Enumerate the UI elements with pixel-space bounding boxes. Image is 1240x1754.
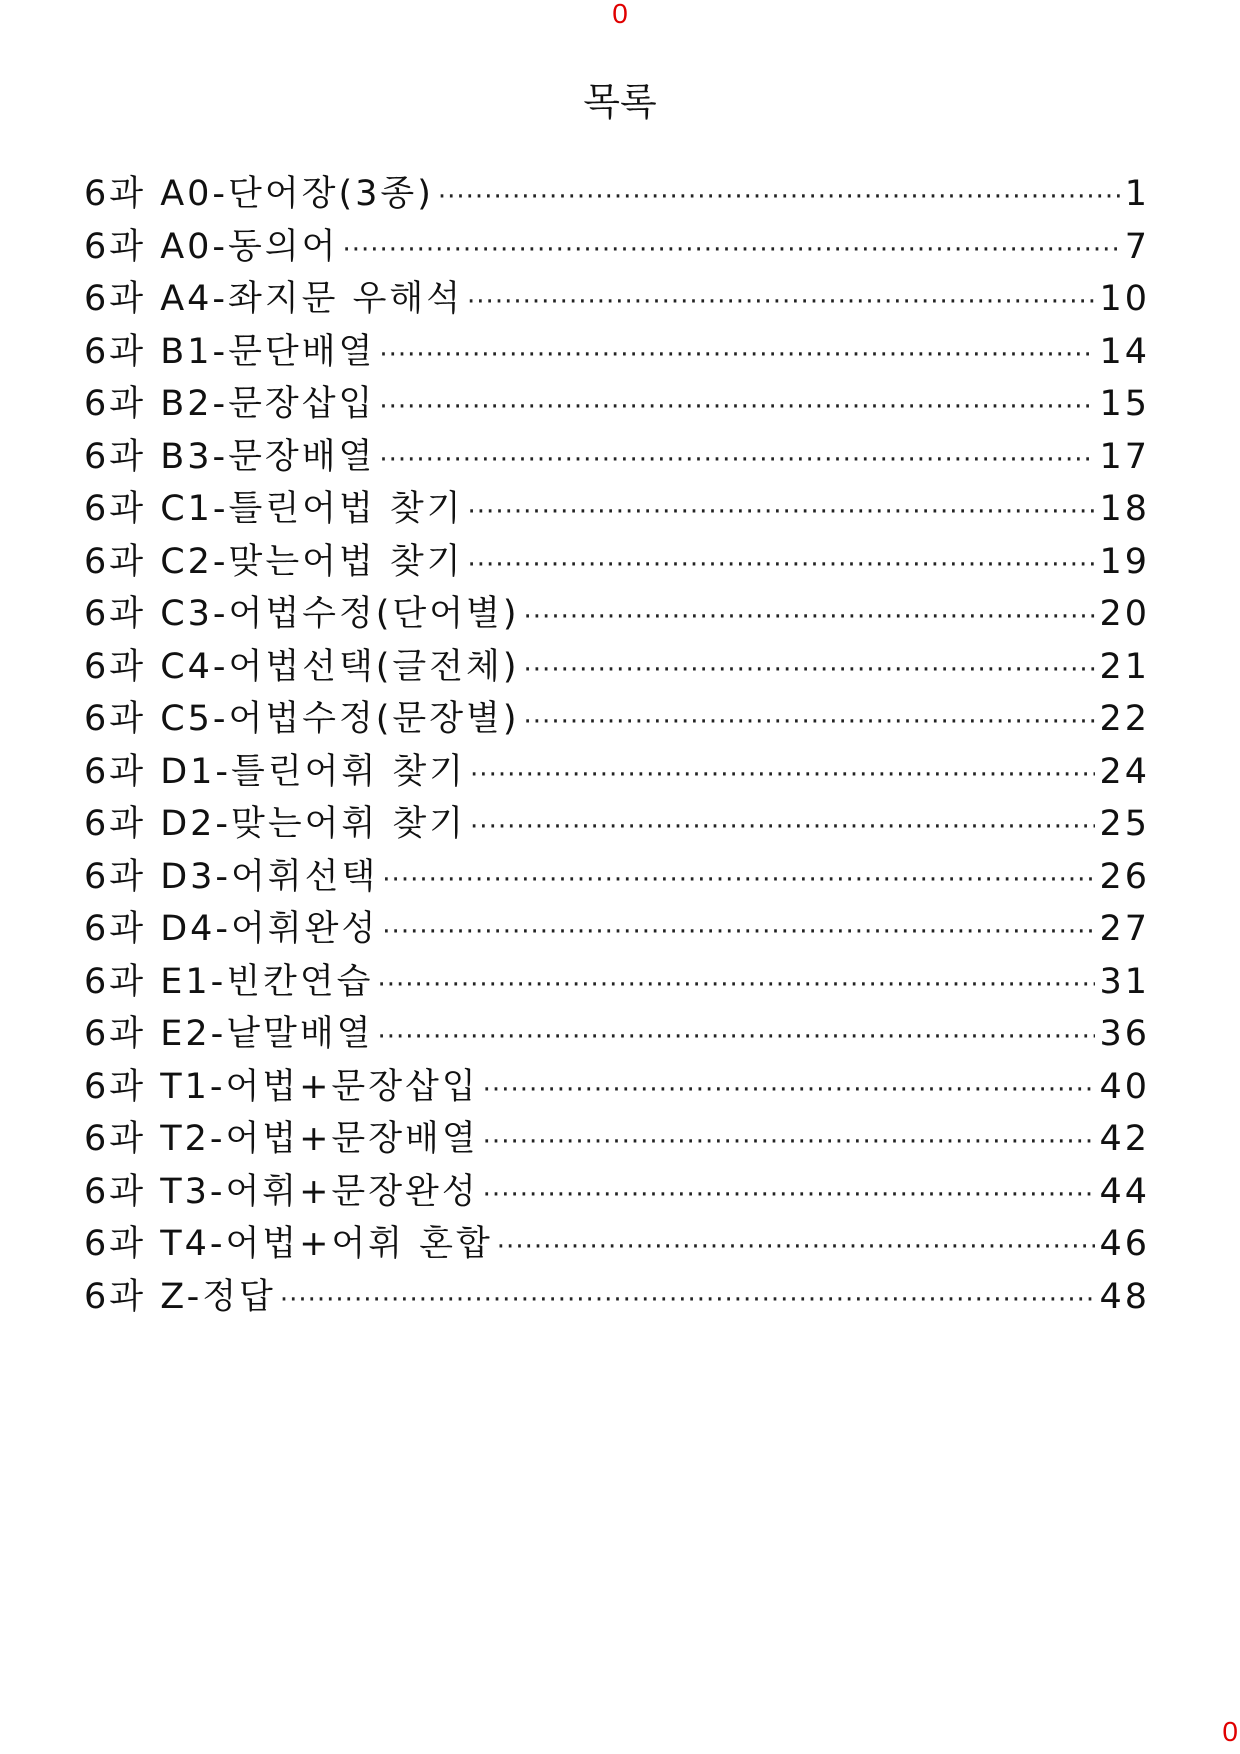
toc-entry[interactable] xyxy=(84,1271,1150,1324)
dot-leader xyxy=(470,801,1095,853)
toc-entry[interactable] xyxy=(84,536,1150,589)
dot-leader xyxy=(483,1116,1096,1168)
toc-entry-page: 18 xyxy=(1099,489,1150,529)
toc-entry-page: 1 xyxy=(1124,174,1150,214)
bottom-page-number: 0 xyxy=(1222,1716,1238,1747)
dot-leader xyxy=(483,1169,1096,1221)
toc-entry[interactable] xyxy=(84,1218,1150,1271)
toc-entry[interactable] xyxy=(84,483,1150,536)
toc-entry-title: 6과 E2-낱말배열 xyxy=(84,1014,374,1054)
dot-leader xyxy=(524,644,1096,696)
dot-leader xyxy=(342,224,1120,276)
toc-entry-title: 6과 C5-어법수정(문장별) xyxy=(84,699,520,739)
dot-leader xyxy=(377,959,1095,1011)
toc-entry-title: 6과 B3-문장배열 xyxy=(84,436,376,477)
toc-entry-page: 24 xyxy=(1099,751,1150,792)
toc-entry-title: 6과 A0-동의어 xyxy=(84,226,339,267)
toc-entry[interactable] xyxy=(84,378,1150,431)
toc-entry-title: 6과 T3-어휘+문장완성 xyxy=(84,1171,479,1212)
dot-leader xyxy=(379,329,1095,381)
toc-entry-page: 22 xyxy=(1099,699,1150,739)
toc-entry[interactable] xyxy=(84,903,1150,956)
dot-leader xyxy=(524,696,1096,748)
toc-entry-title: 6과 B2-문장삽입 xyxy=(84,384,376,424)
toc-entry[interactable] xyxy=(84,693,1150,746)
toc-entry-title: 6과 D2-맞는어휘 찾기 xyxy=(84,804,467,844)
toc-entry-title: 6과 C3-어법수정(단어별) xyxy=(84,594,520,634)
toc-entry-title: 6과 Z-정답 xyxy=(84,1276,276,1317)
toc-entry-title: 6과 T1-어법+문장삽입 xyxy=(84,1066,479,1107)
toc-entry-title: 6과 T4-어법+어휘 혼합 xyxy=(84,1224,493,1264)
toc-entry[interactable] xyxy=(84,851,1150,904)
toc-entry[interactable] xyxy=(84,168,1150,221)
dot-leader xyxy=(497,1221,1096,1273)
toc-entry[interactable] xyxy=(84,273,1150,326)
toc-entry-title: 6과 A4-좌지문 우해석 xyxy=(84,279,464,319)
toc-entry-title: 6과 C4-어법선택(글전체) xyxy=(84,646,520,687)
toc-entry-page: 40 xyxy=(1099,1066,1150,1107)
dot-leader xyxy=(379,434,1095,486)
toc-entry-page: 10 xyxy=(1099,279,1150,319)
toc-entry-page: 46 xyxy=(1099,1224,1150,1264)
toc-entry[interactable] xyxy=(84,1061,1150,1114)
toc-entry[interactable] xyxy=(84,746,1150,799)
toc-entry-title: 6과 A0-단어장(3종) xyxy=(84,174,434,214)
toc-entry[interactable] xyxy=(84,798,1150,851)
toc-entry-page: 20 xyxy=(1099,594,1150,634)
toc-entry[interactable] xyxy=(84,956,1150,1009)
dot-leader xyxy=(382,854,1095,906)
toc-entry[interactable] xyxy=(84,431,1150,484)
toc-entry-page: 26 xyxy=(1099,856,1150,897)
toc-entry-title: 6과 D1-틀린어휘 찾기 xyxy=(84,751,467,792)
toc-entry-page: 15 xyxy=(1099,384,1150,424)
dot-leader xyxy=(483,1064,1096,1116)
toc-entry-page: 14 xyxy=(1099,331,1150,372)
toc-entry[interactable] xyxy=(84,641,1150,694)
dot-leader xyxy=(470,749,1095,801)
dot-leader xyxy=(524,591,1096,643)
toc-entry-title: 6과 E1-빈칸연습 xyxy=(84,961,374,1002)
dot-leader xyxy=(280,1274,1096,1326)
toc-entry[interactable] xyxy=(84,1113,1150,1166)
dot-leader xyxy=(382,906,1095,958)
toc-entry-page: 25 xyxy=(1099,804,1150,844)
dot-leader xyxy=(377,1011,1095,1063)
toc-entry-page: 27 xyxy=(1099,909,1150,949)
toc-entry[interactable] xyxy=(84,1166,1150,1219)
toc-entry-page: 44 xyxy=(1099,1171,1150,1212)
dot-leader xyxy=(438,171,1121,223)
toc-entry[interactable] xyxy=(84,326,1150,379)
toc-entry-title: 6과 C1-틀린어법 찾기 xyxy=(84,489,464,529)
top-page-number: 0 xyxy=(612,0,628,29)
table-of-contents xyxy=(84,168,1150,1323)
toc-entry-page: 36 xyxy=(1099,1014,1150,1054)
toc-entry-page: 21 xyxy=(1099,646,1150,687)
dot-leader xyxy=(468,539,1096,591)
toc-entry[interactable] xyxy=(84,1008,1150,1061)
toc-entry-page: 17 xyxy=(1099,436,1150,477)
toc-entry-page: 7 xyxy=(1124,226,1150,267)
toc-entry[interactable] xyxy=(84,221,1150,274)
toc-entry-title: 6과 T2-어법+문장배열 xyxy=(84,1119,479,1159)
dot-leader xyxy=(467,276,1095,328)
toc-entry-title: 6과 C2-맞는어법 찾기 xyxy=(84,541,464,582)
toc-entry-title: 6과 D4-어휘완성 xyxy=(84,909,379,949)
toc-entry-page: 42 xyxy=(1099,1119,1150,1159)
toc-entry-page: 48 xyxy=(1099,1276,1150,1317)
toc-title: 목록 xyxy=(583,80,657,124)
toc-entry-page: 31 xyxy=(1099,961,1150,1002)
toc-entry-title: 6과 B1-문단배열 xyxy=(84,331,376,372)
toc-entry-page: 19 xyxy=(1099,541,1150,582)
dot-leader xyxy=(468,486,1096,538)
toc-entry-title: 6과 D3-어휘선택 xyxy=(84,856,379,897)
dot-leader xyxy=(379,381,1095,433)
toc-entry[interactable] xyxy=(84,588,1150,641)
